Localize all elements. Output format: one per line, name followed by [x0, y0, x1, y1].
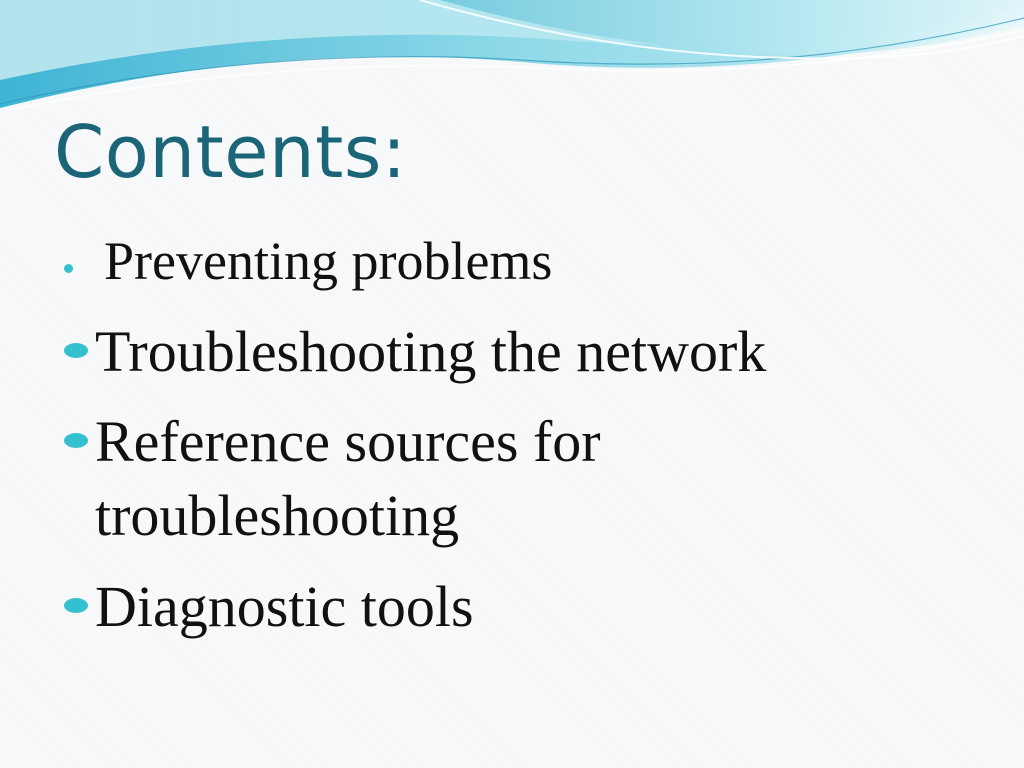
list-item-label: Diagnostic tools	[95, 574, 474, 639]
list-item-label: Preventing problems	[104, 231, 553, 291]
bullet-dot-icon	[64, 343, 88, 358]
slide-title: Contents:	[54, 110, 407, 194]
bullet-dot-icon	[64, 598, 88, 613]
list-item-label: Troubleshooting the network	[95, 319, 767, 384]
list-item-label-line1: Reference sources for	[95, 409, 601, 474]
list-item-label-line2: troubleshooting	[95, 483, 460, 548]
bullet-dot-icon	[64, 433, 88, 448]
bullet-dot-icon	[64, 264, 73, 273]
